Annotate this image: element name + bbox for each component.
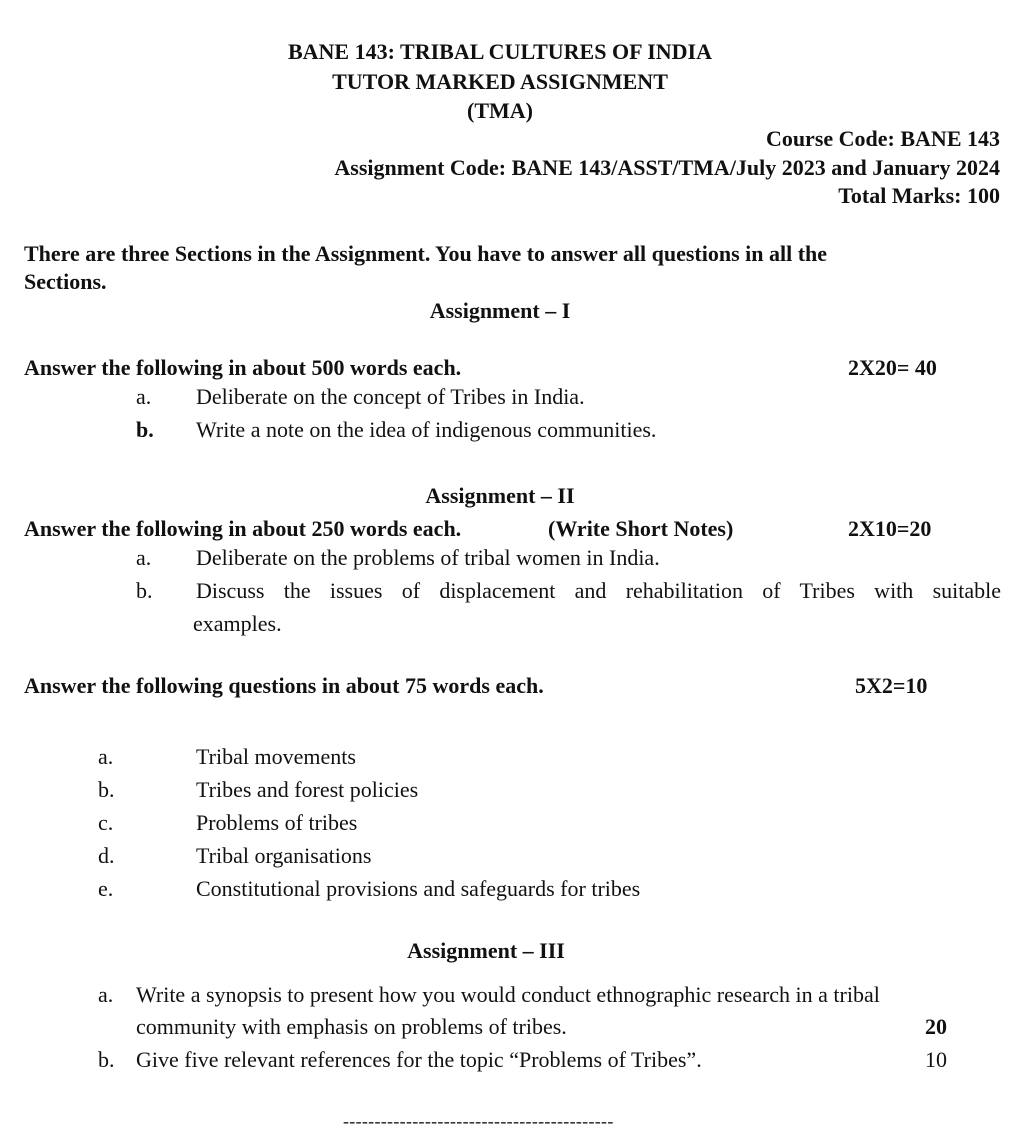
section-2-item-a-text: Deliberate on the problems of tribal women in India.	[196, 545, 660, 570]
section-3-item-a-text-2: community with emphasis on problems of tribes.	[136, 1014, 567, 1039]
section-2-heading: Assignment – II	[425, 483, 575, 508]
title-line-1: BANE 143: TRIBAL CULTURES OF INDIA	[287, 39, 712, 64]
section-3-item-b-text: Give five relevant references for the topic “Problems of Tribes”.	[136, 1047, 702, 1072]
section-1-marks: 2X20= 40	[848, 355, 937, 380]
section-1-item-a-label: a.	[136, 384, 152, 409]
assignment-code: Assignment Code: BANE 143/ASST/TMA/July 2023 and January 2024	[334, 155, 1000, 180]
short-item-d-label: d.	[98, 843, 115, 868]
section-2-item-b-text	[196, 578, 1001, 604]
short-answer-marks: 5X2=10	[855, 673, 928, 698]
section-3-item-a-text: Write a synopsis to present how you would conduct ethnographic research in a tribal	[136, 982, 880, 1007]
short-answer-instruction: Answer the following questions in about 75 words each.	[24, 673, 544, 698]
section-3-item-a-label: a.	[98, 982, 114, 1007]
short-item-e-text: Constitutional provisions and safeguards for tribes	[196, 876, 641, 901]
section-1-item-b-label: b.	[136, 417, 154, 442]
section-2-item-b-line-2: examples.	[193, 611, 282, 636]
section-3-item-b-marks: 10	[925, 1047, 947, 1072]
intro-line-2: Sections.	[24, 269, 107, 294]
short-item-a-label: a.	[98, 744, 114, 769]
section-2-item-a-label: a.	[136, 545, 152, 570]
short-item-e-label: e.	[98, 876, 114, 901]
short-item-b-text: Tribes and forest policies	[196, 777, 419, 802]
section-1-instruction: Answer the following in about 500 words each.	[24, 355, 462, 380]
short-item-b-label: b.	[98, 777, 115, 802]
section-2-item-b-label: b.	[136, 578, 153, 603]
footer-rule: -------------------------------------------	[343, 1111, 614, 1131]
section-1-item-b-text: Write a note on the idea of indigenous communities.	[196, 417, 657, 442]
title-line-2: TUTOR MARKED ASSIGNMENT	[332, 69, 668, 94]
title-line-3: (TMA)	[467, 98, 533, 123]
section-1-heading: Assignment – I	[429, 298, 571, 323]
section-2-marks: 2X10=20	[848, 516, 932, 541]
short-item-a-text: Tribal movements	[196, 744, 356, 769]
short-item-d-text: Tribal organisations	[196, 843, 372, 868]
short-item-c-label: c.	[98, 810, 114, 835]
section-3-heading: Assignment – III	[407, 938, 565, 963]
section-3-item-a-marks: 20	[925, 1014, 947, 1039]
intro-line-1: There are three Sections in the Assignment. You have to answer all questions in all the	[24, 241, 828, 266]
section-1-item-a-text: Deliberate on the concept of Tribes in India.	[196, 384, 585, 409]
section-2-instruction: Answer the following in about 250 words each.	[24, 516, 462, 541]
section-2-note: (Write Short Notes)	[548, 516, 734, 541]
total-marks: Total Marks: 100	[838, 183, 1000, 208]
course-code: Course Code: BANE 143	[765, 126, 1000, 151]
short-item-c-text: Problems of tribes	[196, 810, 358, 835]
section-2-item-b-line-1: Discuss the issues of displacement and rehabilitation of Tribes with suitable	[196, 578, 1001, 603]
section-3-item-b-label: b.	[98, 1047, 115, 1072]
